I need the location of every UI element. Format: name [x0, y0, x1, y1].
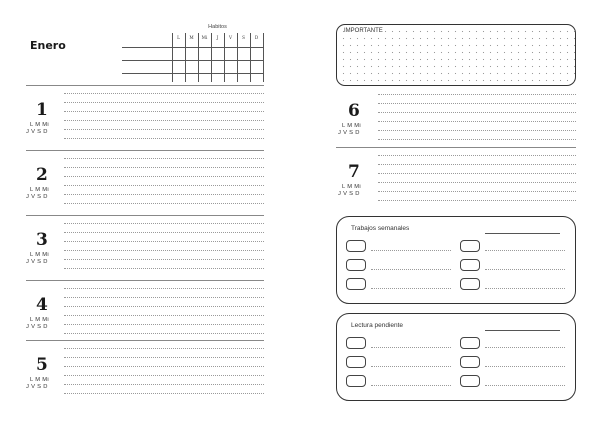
- checkbox[interactable]: [460, 337, 480, 349]
- writing-line[interactable]: [64, 357, 264, 358]
- writing-line[interactable]: [64, 102, 264, 103]
- writing-line[interactable]: [64, 297, 264, 298]
- writing-line[interactable]: [64, 111, 264, 112]
- habit-col-line: [211, 33, 212, 82]
- writing-line[interactable]: [64, 384, 264, 385]
- writing-line[interactable]: [64, 288, 264, 289]
- checkbox[interactable]: [460, 278, 480, 290]
- weekday-row-2: J V S D: [338, 130, 360, 136]
- writing-line[interactable]: [64, 315, 264, 316]
- weekday-row-2: J V S D: [26, 384, 48, 390]
- weekday-row-2: J V S D: [26, 259, 48, 265]
- writing-line[interactable]: [378, 112, 576, 113]
- task-line[interactable]: [371, 250, 451, 251]
- day-separator: [26, 340, 264, 341]
- writing-line[interactable]: [378, 200, 576, 201]
- writing-line[interactable]: [64, 241, 264, 242]
- day-number: 1: [36, 100, 48, 120]
- writing-line[interactable]: [378, 164, 576, 165]
- day-separator: [26, 85, 264, 86]
- writing-line[interactable]: [64, 250, 264, 251]
- writing-line[interactable]: [64, 366, 264, 367]
- task-line[interactable]: [371, 288, 451, 289]
- weekday-row-1: L M Mi: [342, 184, 361, 190]
- habit-col-line: [263, 33, 264, 82]
- section-box: [336, 216, 576, 304]
- writing-line[interactable]: [64, 324, 264, 325]
- habit-col-line: [185, 33, 186, 82]
- habits-tracker: [122, 24, 263, 82]
- checkbox[interactable]: [346, 240, 366, 252]
- checkbox[interactable]: [460, 356, 480, 368]
- weekday-row-1: L M Mi: [30, 377, 49, 383]
- writing-line[interactable]: [64, 348, 264, 349]
- task-line[interactable]: [371, 347, 451, 348]
- writing-line[interactable]: [64, 176, 264, 177]
- habit-col-line: [224, 33, 225, 82]
- section-label: Lectura pendiente: [351, 322, 404, 329]
- writing-line[interactable]: [378, 121, 576, 122]
- weekday-row-2: J V S D: [26, 129, 48, 135]
- habit-col-line: [250, 33, 251, 82]
- writing-line[interactable]: [64, 306, 264, 307]
- checkbox[interactable]: [346, 278, 366, 290]
- day-number: 3: [36, 230, 48, 250]
- weekday-row-1: L M Mi: [342, 123, 361, 129]
- habit-day-header: L: [177, 35, 180, 40]
- important-box[interactable]: [336, 24, 576, 86]
- habit-day-header: Mi: [201, 35, 208, 40]
- writing-line[interactable]: [378, 94, 576, 95]
- day-number: 4: [36, 295, 48, 315]
- writing-line[interactable]: [64, 185, 264, 186]
- writing-line[interactable]: [64, 375, 264, 376]
- writing-line[interactable]: [64, 194, 264, 195]
- month-title: Enero: [30, 39, 66, 52]
- section-title-line: [485, 330, 560, 331]
- writing-line[interactable]: [378, 173, 576, 174]
- task-line[interactable]: [371, 366, 451, 367]
- habit-row-line: [122, 47, 263, 48]
- checkbox[interactable]: [460, 240, 480, 252]
- day-separator: [26, 215, 264, 216]
- writing-line[interactable]: [64, 203, 264, 204]
- section-title-line: [485, 233, 560, 234]
- writing-line[interactable]: [64, 223, 264, 224]
- writing-line[interactable]: [64, 393, 264, 394]
- writing-line[interactable]: [378, 139, 576, 140]
- day-separator: [26, 280, 264, 281]
- habit-row-line: [122, 73, 263, 74]
- weekday-row-2: J V S D: [26, 324, 48, 330]
- checkbox[interactable]: [346, 375, 366, 387]
- task-line[interactable]: [371, 385, 451, 386]
- writing-line[interactable]: [64, 120, 264, 121]
- habit-day-header: J: [216, 35, 219, 40]
- task-line[interactable]: [485, 288, 565, 289]
- writing-line[interactable]: [64, 259, 264, 260]
- task-line[interactable]: [485, 269, 565, 270]
- habit-row-line: [122, 60, 263, 61]
- writing-line[interactable]: [64, 158, 264, 159]
- day-number: 6: [348, 101, 360, 121]
- writing-line[interactable]: [64, 167, 264, 168]
- task-line[interactable]: [485, 250, 565, 251]
- habit-day-header: D: [254, 35, 259, 40]
- section-box: [336, 313, 576, 401]
- day-number: 2: [36, 165, 48, 185]
- writing-line[interactable]: [64, 232, 264, 233]
- weekday-row-2: J V S D: [338, 191, 360, 197]
- habit-day-header: S: [242, 35, 245, 40]
- day-number: 7: [348, 162, 360, 182]
- habit-col-line: [237, 33, 238, 82]
- task-line[interactable]: [485, 366, 565, 367]
- checkbox[interactable]: [346, 356, 366, 368]
- checkbox[interactable]: [460, 259, 480, 271]
- habit-col-line: [198, 33, 199, 82]
- day-separator: [26, 150, 264, 151]
- day-number: 5: [36, 355, 48, 375]
- habit-day-header: V: [228, 35, 233, 40]
- writing-line[interactable]: [378, 155, 576, 156]
- writing-line[interactable]: [378, 182, 576, 183]
- habits-grid: [122, 33, 263, 82]
- day-separator: [336, 147, 576, 148]
- writing-line[interactable]: [64, 138, 264, 139]
- habits-title: Habitos: [208, 24, 227, 30]
- section-label: Trabajos semanales: [351, 225, 410, 232]
- checkbox[interactable]: [346, 337, 366, 349]
- writing-line[interactable]: [378, 130, 576, 131]
- writing-line[interactable]: [378, 191, 576, 192]
- weekday-row-1: L M Mi: [30, 317, 49, 323]
- writing-line[interactable]: [64, 129, 264, 130]
- weekday-row-1: L M Mi: [30, 122, 49, 128]
- task-line[interactable]: [371, 269, 451, 270]
- task-line[interactable]: [485, 385, 565, 386]
- weekday-row-2: J V S D: [26, 194, 48, 200]
- important-label: IMPORTANTE: [344, 28, 383, 34]
- weekday-row-1: L M Mi: [30, 187, 49, 193]
- task-line[interactable]: [485, 347, 565, 348]
- writing-line[interactable]: [64, 333, 264, 334]
- writing-line[interactable]: [378, 103, 576, 104]
- writing-line[interactable]: [64, 93, 264, 94]
- checkbox[interactable]: [346, 259, 366, 271]
- habit-col-line: [172, 33, 173, 82]
- checkbox[interactable]: [460, 375, 480, 387]
- habit-day-header: M: [189, 35, 194, 40]
- writing-line[interactable]: [64, 268, 264, 269]
- weekday-row-1: L M Mi: [30, 252, 49, 258]
